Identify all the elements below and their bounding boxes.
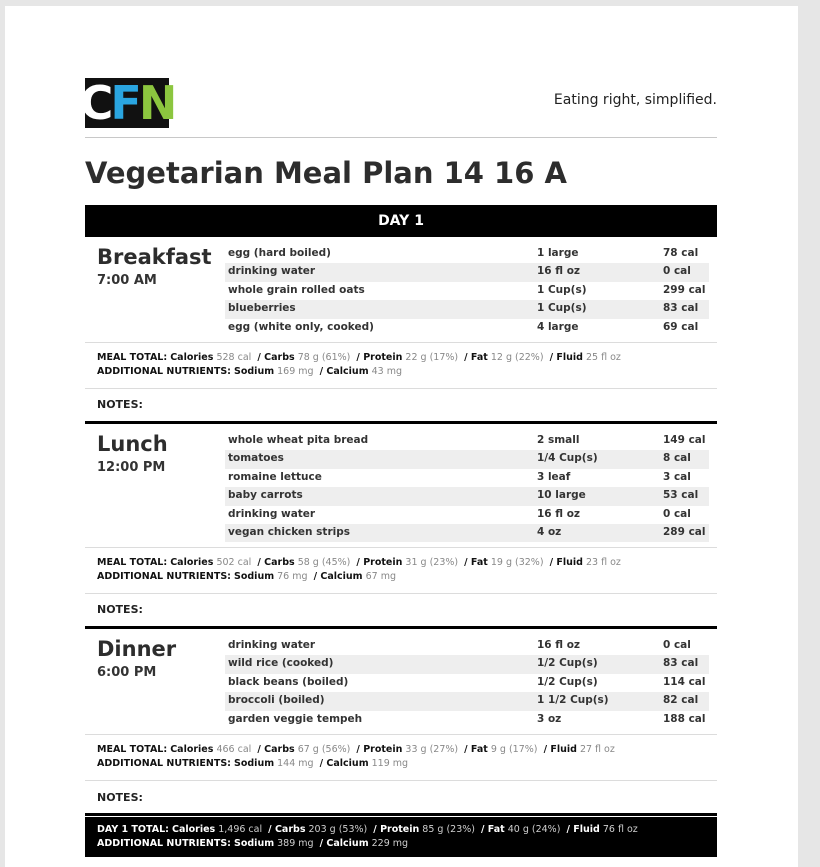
meal-totals: MEAL TOTAL: Calories 528 cal / Carbs 78 g (61%) / Protein 22 g (17%) / Fat 12 g (22%) / Fluid 25 fl oz ADDITIONAL NUTRIENTS: Sodium 169 mg / Calcium 43 mg [97, 352, 621, 377]
day-total-bar: DAY 1 TOTAL: Calories 1,496 cal / Carbs 203 g (53%) / Protein 85 g (23%) / Fat 40 g (24%) / Fluid 76 fl oz ADDITIONAL NUTRIENTS: Sodium 389 mg / Calcium 229 mg [85, 817, 717, 857]
food-row: garden veggie tempeh 3 oz 188 cal [228, 712, 706, 725]
header-divider [85, 137, 717, 138]
food-row: whole grain rolled oats 1 Cup(s) 299 cal [228, 283, 706, 296]
food-row: broccoli (boiled) 1 1/2 Cup(s) 82 cal [225, 692, 709, 710]
tagline: Eating right, simplified. [553, 92, 717, 108]
meal-name: Breakfast [97, 245, 212, 269]
food-row: blueberries 1 Cup(s) 83 cal [225, 300, 709, 318]
divider [85, 780, 717, 781]
notes-label: NOTES: [97, 398, 143, 411]
food-list [225, 245, 709, 337]
food-list [225, 432, 709, 542]
food-row: tomatoes 1/4 Cup(s) 8 cal [225, 450, 709, 468]
food-row: vegan chicken strips 4 oz 289 cal [225, 524, 709, 542]
meal-time: 7:00 AM [97, 273, 157, 288]
divider [85, 342, 717, 343]
meal-time: 6:00 PM [97, 665, 157, 680]
document-page [5, 6, 798, 867]
divider [85, 388, 717, 389]
food-row: baby carrots 10 large 53 cal [225, 487, 709, 505]
food-row: drinking water 16 fl oz 0 cal [228, 639, 691, 651]
meal-totals: MEAL TOTAL: Calories 502 cal / Carbs 58 g (45%) / Protein 31 g (23%) / Fat 19 g (32%) / Fluid 23 fl oz ADDITIONAL NUTRIENTS: Sodium 76 mg / Calcium 67 mg [97, 557, 621, 582]
food-row: whole wheat pita bread 2 small 149 cal [228, 434, 706, 446]
food-row: wild rice (cooked) 1/2 Cup(s) 83 cal [225, 655, 709, 673]
day-header: DAY 1 [85, 205, 717, 237]
food-row: drinking water 16 fl oz 0 cal [228, 507, 691, 520]
cfn-logo: C F N [79, 76, 175, 130]
meal-name: Dinner [97, 637, 177, 661]
food-row: egg (hard boiled) 1 large 78 cal [228, 247, 699, 259]
food-row: black beans (boiled) 1/2 Cup(s) 114 cal [228, 675, 706, 688]
meal-divider [85, 813, 717, 816]
food-row: romaine lettuce 3 leaf 3 cal [228, 470, 691, 483]
food-row: egg (white only, cooked) 4 large 69 cal [228, 320, 699, 333]
notes-label: NOTES: [97, 791, 143, 804]
page-title: Vegetarian Meal Plan 14 16 A [85, 156, 567, 190]
meal-name: Lunch [97, 432, 168, 456]
meal-totals: MEAL TOTAL: Calories 466 cal / Carbs 67 g (56%) / Protein 33 g (27%) / Fat 9 g (17%) / Fluid 27 fl oz ADDITIONAL NUTRIENTS: Sodium 144 mg / Calcium 119 mg [97, 744, 615, 769]
meal-divider [85, 626, 717, 629]
notes-label: NOTES: [97, 603, 143, 616]
meal-time: 12:00 PM [97, 460, 166, 475]
food-row: drinking water 16 fl oz 0 cal [225, 263, 709, 281]
divider [85, 593, 717, 594]
meal-divider [85, 421, 717, 424]
divider [85, 547, 717, 548]
food-list [225, 637, 709, 729]
divider [85, 734, 717, 735]
